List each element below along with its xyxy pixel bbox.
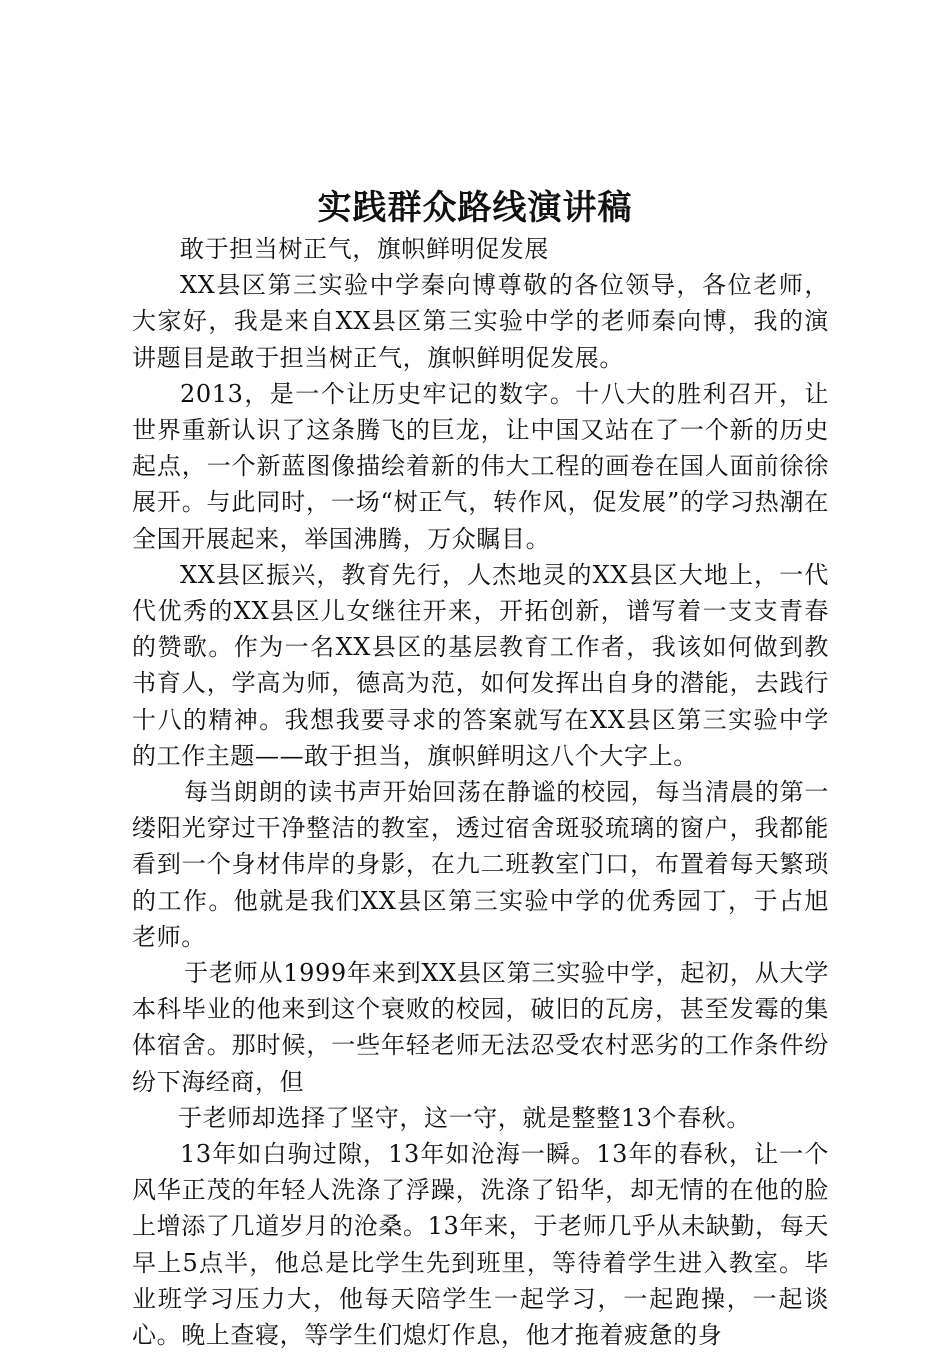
paragraph-2013: 2013，是一个让历史牢记的数字。十八大的胜利召开，让世界重新认识了这条腾飞的巨龙，让中国又站在了一个新的历史起点，一个新蓝图像描绘着新的伟大工程的画卷在国人面前徐徐展开。与此同时，一场“树正气，转作风，促发展”的学习热潮在全国开展起来，举国沸腾，万众瞩目。 [132, 379, 829, 553]
document-title: 实践群众路线演讲稿 [317, 188, 633, 228]
paragraph-education: XX县区振兴，教育先行，人杰地灵的XX县区大地上，一代代优秀的XX县区儿女继往开来，开拓创新，谱写着一支支青春的赞歌。作为一名XX县区的基层教育工作者，我该如何做到教书育人，学高为师，德高为范，如何发挥出自身的潜能，去践行十八的精神。我想我要寻求的答案就写在XX县区第三实验中学的工作主题——敢于担当，旗帜鲜明这八个大字上。 [132, 560, 829, 770]
paragraph-persist: 于老师却选择了坚守，这一守，就是整整13个春秋。 [178, 1103, 751, 1132]
paragraph-1999: 于老师从1999年来到XX县区第三实验中学，起初，从大学本科毕业的他来到这个衰败的校园，破旧的瓦房，甚至发霉的集体宿舍。那时候，一些年轻老师无法忍受农村恶劣的工作条件纷纷下海经商，但 [132, 959, 829, 1096]
paragraph-13-years: 13年如白驹过隙，13年如沧海一瞬。13年的春秋，让一个风华正茂的年轻人洗涤了浮躁，洗涤了铅华，却无情的在他的脸上增添了几道岁月的沧桑。13年来，于老师几乎从未缺勤，每天早上5点半，他总是比学生先到班里，等待着学生进入教室。毕业班学习压力大，他每天陪学生一起学习，一起跑操，一起谈心。晚上查寝，等学生们熄灯作息，他才拖着疲惫的身 [132, 1140, 829, 1350]
document-body [132, 231, 829, 1353]
paragraph-subtitle: 敢于担当树正气，旗帜鲜明促发展 [180, 235, 549, 263]
paragraph-greeting: XX县区第三实验中学秦向博尊敬的各位领导，各位老师，大家好，我是来自XX县区第三实验中学的老师秦向博，我的演讲题目是敢于担当树正气，旗帜鲜明促发展。 [132, 271, 829, 372]
paragraph-morning: 每当朗朗的读书声开始回荡在静谧的校园，每当清晨的第一缕阳光穿过干净整洁的教室，透过宿舍斑驳琉璃的窗户，我都能看到一个身材伟岸的身影，在九二班教室门口，布置着每天繁琐的工作。他就是我们XX县区第三实验中学的优秀园丁，于占旭老师。 [132, 778, 829, 951]
